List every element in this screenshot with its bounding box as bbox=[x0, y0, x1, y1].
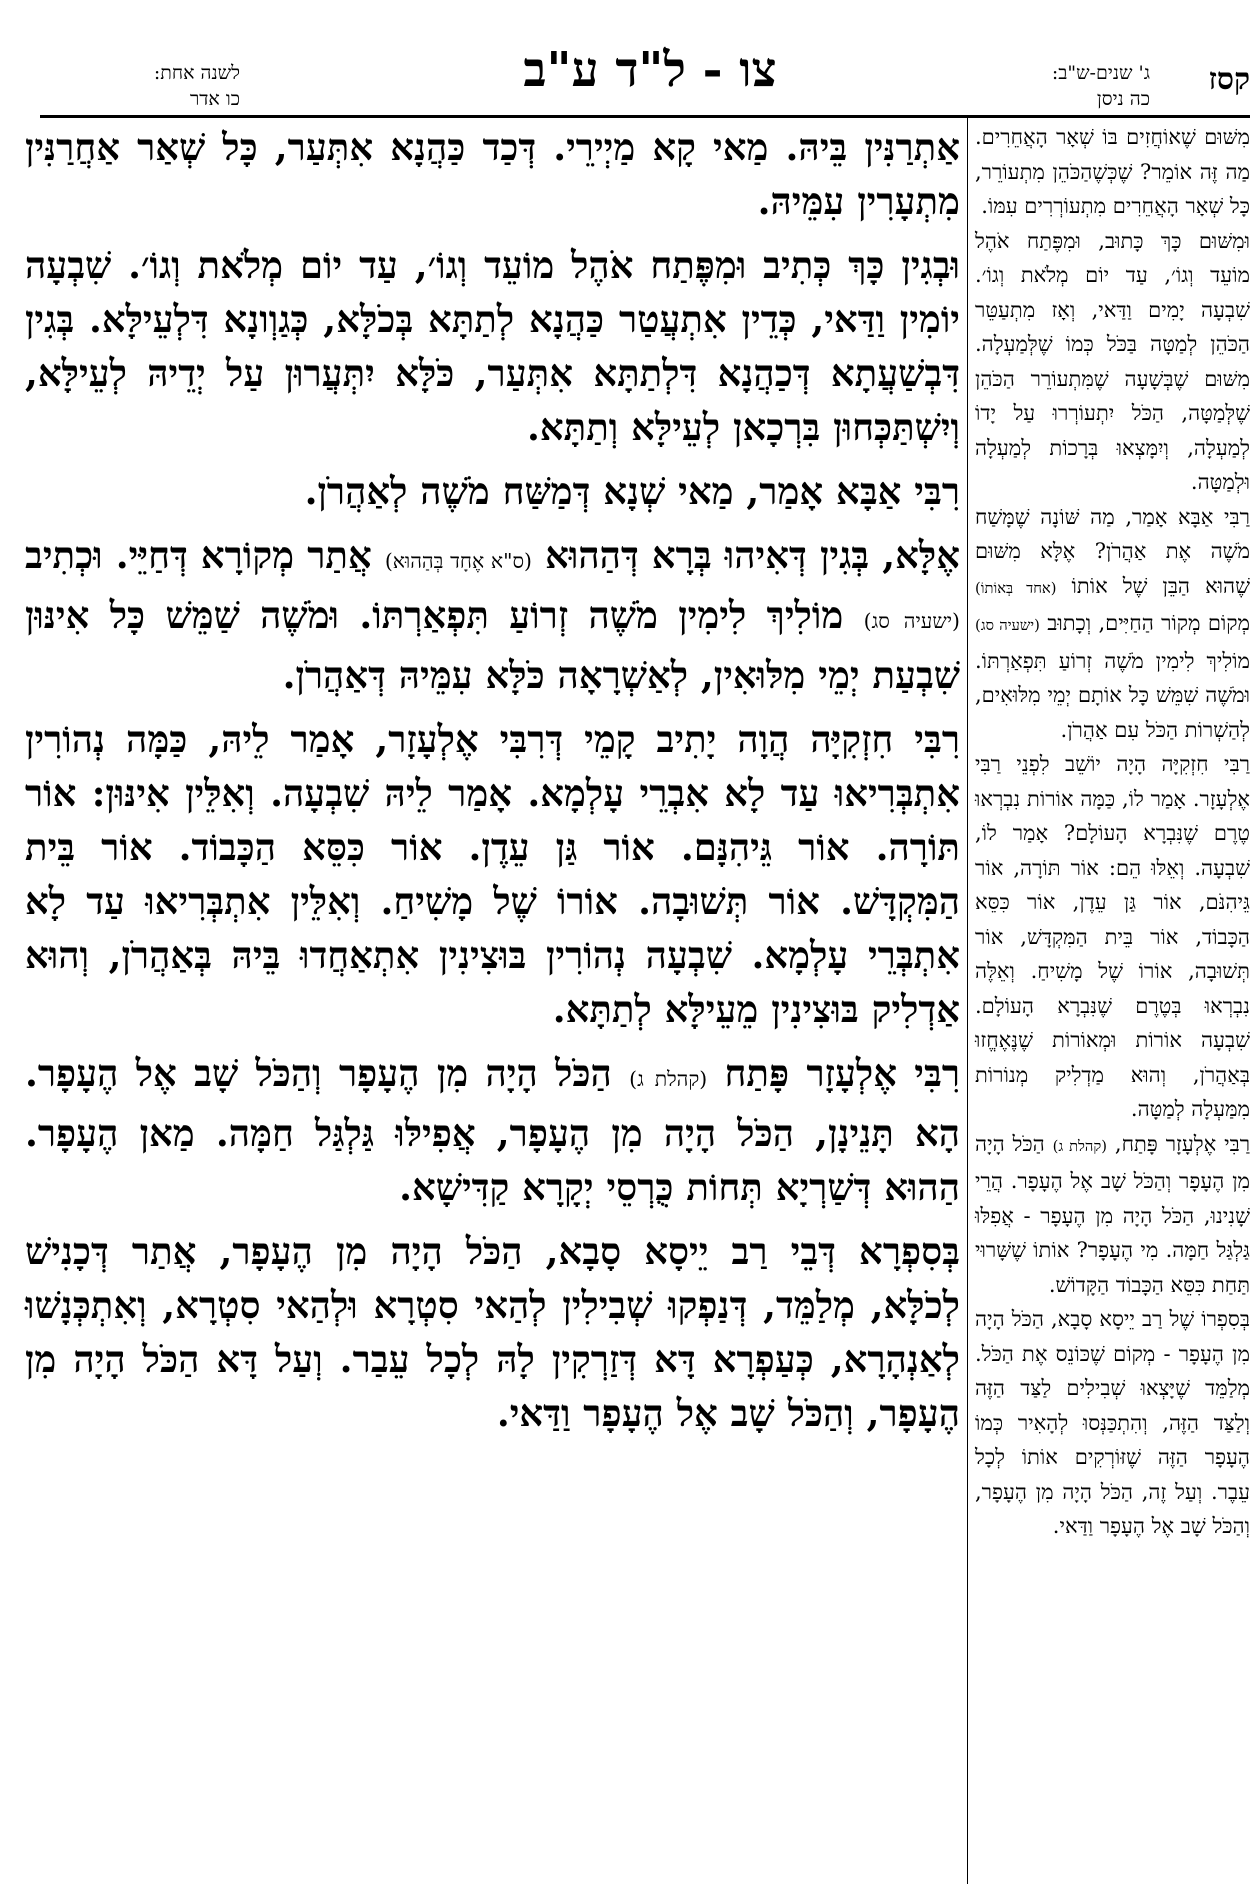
main-paragraph: רִבִּי חִזְקִיָּה הֲוָה יָתִיב קָמֵי דְּרִבִּי אֶלְעָזָר, אָמַר לֵיהּ, כַּמָּה נְהוֹרִין אִתְבְּרִיאוּ עַד לָא אִבְרֵי עָלְמָא. אָמַר לֵיהּ שִׁבְעָה. וְאִלֵּין אִינּוּן: אוֹר תּוֹרָה. אוֹר גֵּיהִנָּם. אוֹר גַּן עֵדֶן. אוֹר כִּסֵּא הַכָּבוֹד. אוֹר בֵּית הַמִּקְדָּשׁ. אוֹר תְּשׁוּבָה. אוֹרוֹ שֶׁל מָשִׁיחַ. וְאִלֵּין אִתְבְּרִיאוּ עַד לָא אִתְבְּרֵי עָלְמָא. שִׁבְעָה נְהוֹרִין בּוּצִינִין אִתְאַחֲדוּ בֵּיהּ בְּאַהֲרֹן, וְהוּא אַדְלִיק בּוּצִינִין מֵעֵילָּא לְתַתָּא. bbox=[25, 717, 960, 1031]
side-paragraph: רַבִּי חִזְקִיָּה הָיָה יוֹשֵׁב לִפְנֵי רַבִּי אֶלְעָזָר. אָמַר לוֹ, כַּמָּה אוֹרוֹת נִבְרְאוּ טֶרֶם שֶׁנִּבְרָא הָעוֹלָם? אָמַר לוֹ, שִׁבְעָה. וְאֵלּוּ הֵם: אוֹר תּוֹרָה, אוֹר גֵּיהִנֹּם, אוֹר גַּן עֵדֶן, אוֹר כִּסֵּא הַכָּבוֹד, אוֹר בֵּית הַמִּקְדָּשׁ, אוֹר תְּשׁוּבָה, אוֹרוֹ שֶׁל מָשִׁיחַ. וְאֵלֶּה נִבְרְאוּ בְּטֶרֶם שֶׁנִּבְרָא הָעוֹלָם. שִׁבְעָה אוֹרוֹת וּמְאוֹרוֹת שֶׁנֶּאֶחֱזוּ בְּאַהֲרֹן, וְהוּא מַדְלִיק מְנוֹרוֹת מִמַּעְלָה לְמַטָּה. bbox=[975, 752, 1250, 1121]
main-paragraph bbox=[25, 1046, 960, 1214]
header-right-date bbox=[1000, 60, 1150, 112]
header-left-date bbox=[40, 60, 240, 112]
column-divider bbox=[967, 118, 968, 1884]
header-left-line1: לשנה אחת: bbox=[153, 62, 240, 84]
page-title: צו - ל"ד ע"ב bbox=[523, 42, 777, 98]
page-number: קסז bbox=[1208, 62, 1250, 97]
side-text-segment: רַבִּי אַבָּא אָמַר, מַה שּׁוֹנָה שֶׁמָּשַׁח מֹשֶׁה אֶת אַהֲרֹן? אֶלָּא מִשּׁוּם שֶׁהוּא הַבֵּן שֶׁל אוֹתוֹ bbox=[975, 504, 1250, 598]
header-right-line2: כה ניסן bbox=[1096, 88, 1150, 110]
side-text-segment: מוֹלִיךְ לִימִין מֹשֶׁה זְרוֹעַ תִּפְאַרְתּוֹ. וּמֹשֶׁה שִׁמֵּשׁ כָּל אוֹתָם יְמֵי מִלּוּאִים, לְהַשְׁרוֹת הַכֹּל עִם אַהֲרֹן. bbox=[975, 648, 1250, 742]
header-left-line2: כו אדר bbox=[189, 88, 240, 110]
variant-note: (אחד בְּאוֹתוֹ) bbox=[975, 579, 1057, 597]
main-paragraph: רִבִּי אַבָּא אָמַר, מַאי שְׁנָא דְּמַשַּׁח מֹשֶׁה לְאַהֲרֹן. bbox=[304, 469, 960, 513]
source-reference: (קהלת ג) bbox=[629, 1067, 708, 1091]
main-text-column bbox=[25, 120, 960, 1450]
main-text-segment: אֲתַר מְקוֹרָא דְּחַיֵּי. וּכְתִיב bbox=[25, 533, 372, 577]
main-paragraph: וּבְגִין כָּךְ כְּתִיב וּמִפֶּתַח אֹהֶל מוֹעֵד וְגוֹ׳, עַד יוֹם מְלֹאת וְגוֹ׳. שִׁבְעָה יוֹמִין וַדַּאי, כְּדֵין אִתְעֲטַר כַּהֲנָא לְתַתָּא בְּכֹלָּא, כְּגַוְונָא דִּלְעֵילָּא. בְּגִין דִּבְשַׁעֲתָא דְּכַהֲנָא דִּלְתַתָּא אִתְּעַר, כֹּלָּא יִתְּעֲרוּן עַל יְדֵיהּ לְעֵילָּא, וְיִשְׁתַּכְּחוּן בִּרְכָאן לְעֵילָּא וְתַתָּא. bbox=[25, 243, 960, 449]
main-text-segment: אֶלָּא, בְּגִין דְּאִיהוּ בְּרָא דְּהַהוּא bbox=[545, 533, 960, 577]
side-text-segment: רַבִּי אֶלְעָזָר פָּתַח, bbox=[1114, 1131, 1251, 1156]
main-text-segment: רִבִּי אֶלְעָזָר פָּתַח bbox=[724, 1051, 960, 1095]
source-reference: (קהלת ג) bbox=[1052, 1137, 1107, 1155]
side-text-segment: מְקוֹם מְקוֹר הַחַיִּים, וְכָתוּב bbox=[1047, 611, 1250, 635]
translation-column bbox=[975, 120, 1250, 1544]
header-right-line1: ג' שנים-ש"ב: bbox=[1051, 62, 1150, 84]
main-text-segment: הַכֹּל הָיָה מִן הֶעָפָר וְהַכֹּל שָׁב אֶל הֶעָפָר. הָא תָּנֵינָן, הַכֹּל הָיָה מִן הֶעָפָר, אֲפִילּוּ גַּלְגַּל חַמָּה. מַאן הֶעָפָר. הַהוּא דְּשַׁרְיָא תְּחוֹת כֻּרְסֵי יְקָרָא קַדִּישָׁא. bbox=[25, 1051, 960, 1209]
source-reference: (ישעיה סג) bbox=[975, 617, 1040, 634]
variant-note: (ס"א אֶחָד בְּהַהוּא) bbox=[384, 549, 532, 573]
side-paragraph bbox=[975, 500, 1250, 748]
main-paragraph: בְּסִפְרָא דְּבֵי רַב יֵיסָא סָבָא, הַכֹּל הָיָה מִן הֶעָפָר, אֲתַר דְּכָנִישׁ לְכֹלָּא, מְלַמֵּד, דְּנַפְקוּ שְׁבִילִין לְהַאי סִטְרָא וּלְהַאי סִטְרָא, וְאִתְכְּנָשׁוּ לְאַנְהָרָא, כְּעַפְרָא דָּא דְּזַרְקִין לָהּ לְכָל עֵבַר. וְעַל דָּא הַכֹּל הָיָה מִן הֶעָפָר, וְהַכֹּל שָׁב אֶל הֶעָפָר וַדַּאי. bbox=[25, 1229, 960, 1435]
side-paragraph: מִשּׁוּם שֶׁאוֹחֲזִים בּוֹ שְׁאָר הָאֲחֵרִים. מַה זֶּה אוֹמֵר? שֶׁכְּשֶׁהַכֹּהֵן מִתְעוֹרֵר, כָּל שְׁאָר הָאֲחֵרִים מִתְעוֹרְרִים עִמּוֹ. bbox=[975, 125, 1250, 218]
side-paragraph: וּמִשּׁוּם כָּךְ כָּתוּב, וּמִפֶּתַח אֹהֶל מוֹעֵד וְגוֹ׳, עַד יוֹם מְלֹאת וְגוֹ׳. שִׁבְעָה יָמִים וַדַּאי, וְאָז מִתְעַטֵּר הַכֹּהֵן לְמַטָּה בַּכֹּל כְּמוֹ שֶׁלְּמַעְלָה. מִשּׁוּם שֶׁבְּשָׁעָה שֶׁמִּתְעוֹרֵר הַכֹּהֵן שֶׁלְּמַטָּה, הַכֹּל יִתְעוֹרְרוּ עַל יָדוֹ לְמַעְלָה, וְיִמָּצְאוּ בְּרָכוֹת לְמַעְלָה וּלְמַטָּה. bbox=[975, 228, 1250, 494]
header-rule bbox=[40, 115, 1250, 118]
main-paragraph: אַתְרַנִּין בֵּיהּ. מַאי קָא מַיְירֵי. דְּכַד כַּהֲנָא אִתְּעַר, כָּל שְׁאַר אַחֲרַנִּין מִתְעָרִין עִמֵּיהּ. bbox=[25, 125, 960, 223]
main-paragraph bbox=[25, 528, 960, 702]
source-reference: (ישעיה סג) bbox=[863, 609, 960, 633]
side-paragraph bbox=[975, 1127, 1250, 1303]
side-paragraph: בְּסִפְרוֹ שֶׁל רַב יֵיסָא סָבָא, הַכֹּל הָיָה מִן הֶעָפָר - מְקוֹם שֶׁכּוֹנֵס אֶת הַכֹּל. מְלַמֵּד שֶׁיָּצְאוּ שְׁבִילִים לַצַּד הַזֶּה וְלַצַּד הַזֶּה, וְהִתְכַּנְּסוּ לְהָאִיר כְּמוֹ הֶעָפָר הַזֶּה שֶׁזּוֹרְקִים אוֹתוֹ לְכָל עֵבֶר. וְעַל זֶה, הַכֹּל הָיָה מִן הֶעָפָר, וְהַכֹּל שָׁב אֶל הֶעָפָר וַדַּאי. bbox=[975, 1307, 1250, 1538]
main-text-segment: מוֹלִיךְ לִימִין מֹשֶׁה זְרוֹעַ תִּפְאַרְתּוֹ. וּמֹשֶׁה שַׁמֵּשׁ כָּל אִינּוּן שִׁבְעַת יְמֵי מִלּוּאִין, לְאַשְׁרָאָה כֹּלָּא עִמֵּיהּ דְּאַהֲרֹן. bbox=[25, 593, 960, 697]
side-text-segment: הַכֹּל הָיָה מִן הֶעָפָר וְהַכֹּל שָׁב אֶל הֶעָפָר. הֲרֵי שָׁנִינוּ, הַכֹּל הָיָה מִן הֶעָפָר - אֲפִלּוּ גַּלְגַּל חַמָּה. מִי הֶעָפָר? אוֹתוֹ שֶׁשָּׁרוּי תַּחַת כִּסֵּא הַכָּבוֹד הַקָּדוֹשׁ. bbox=[975, 1131, 1250, 1297]
